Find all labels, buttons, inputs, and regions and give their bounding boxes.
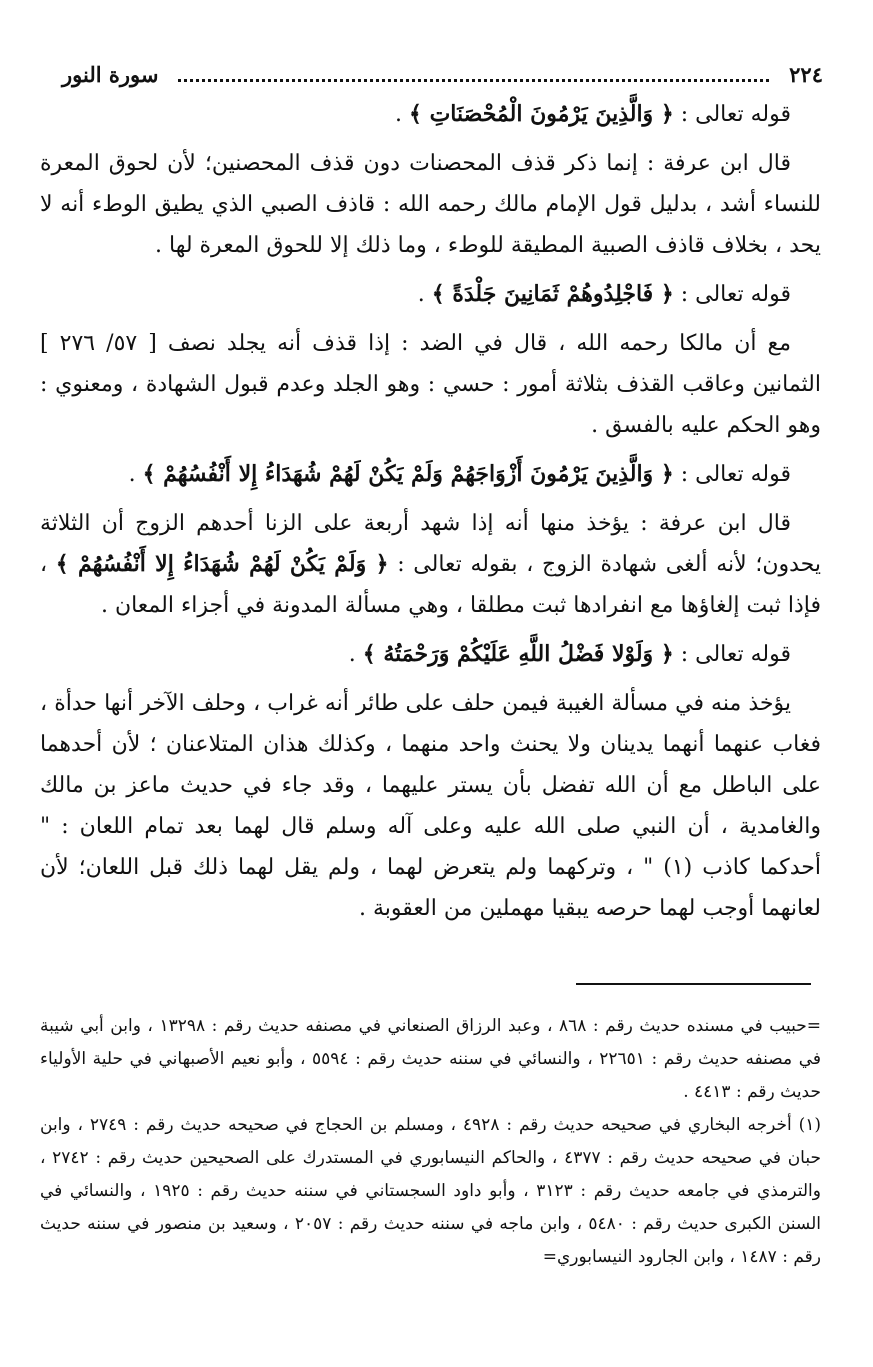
running-header: [62, 56, 823, 92]
verse-end: .: [348, 642, 356, 667]
commentary-paragraph: [40, 503, 821, 626]
quran-quote: ﴿ وَلَوْلا فَضْلُ اللَّهِ عَلَيْكُمْ وَرَحْمَتُهُ ﴾: [362, 641, 674, 667]
verse-lead: قوله تعالى :: [680, 642, 791, 667]
footnote: (١) أخرجه البخاري في صحيحه حديث رقم : ٤٩٢٨ ، ومسلم بن الحجاج في صحيحه حديث رقم : ٢٧٤٩ ، وابن حبان في صحيحه حديث رقم : ٤٣٧٧ ، والحاكم النيسابوري في المستدرك على الصحيحين حديث رقم : ٢٧٤٢ ، والترمذي في جامعه حديث رقم : ٣١٢٣ ، وأبو داود السجستاني في سننه حديث رقم : ١٩٢٥ ، والنسائي في السنن الكبرى حديث رقم : ٥٤٨٠ ، وابن ماجه في سننه حديث رقم : ٢٠٥٧ ، وسعيد بن منصور في سننه حديث رقم : ١٤٨٧ ، وابن الجارود النيسابوري=: [40, 1115, 822, 1267]
commentary-text: قال ابن عرفة : يؤخذ منها أنه إذا شهد أربعة على الزنا أحدهم الزوج أن الثلاثة يحدون؛ لأنه ألغى شهادة الزوج ، بقوله تعالى :: [40, 511, 821, 577]
verse-heading: [40, 634, 821, 675]
header-dotted-leader: [178, 79, 769, 82]
verse-heading: [40, 94, 821, 135]
verse-heading: [40, 454, 821, 495]
commentary-paragraph: مع أن مالكا رحمه الله ، قال في الضد : إذا قذف أنه يجلد نصف [ ٥٧/ ٢٧٦ ] الثمانين وعاقب القذف بثلاثة أمور : حسي : وهو الجلد وعدم قبول الشهادة ، ومعنوي : وهو الحكم عليه بالفسق .: [40, 331, 821, 438]
verse-lead: قوله تعالى :: [680, 102, 791, 127]
footnote-separator: [576, 983, 811, 985]
surah-title: سورة النور: [62, 61, 159, 87]
verse-end: .: [395, 102, 403, 127]
verse-end: .: [417, 282, 425, 307]
commentary-paragraph: قال ابن عرفة : إنما ذكر قذف المحصنات دون قذف المحصنين؛ لأن لحوق المعرة للنساء أشد ، بدليل قول الإمام مالك رحمه الله : قاذف الصبي الذي يطيق الوطء أنه لا يحد ، بخلاف قاذف الصبية المطيقة للوطء ، وما ذلك إلا للحوق المعرة لها .: [40, 151, 821, 258]
footnote: =حبيب في مسنده حديث رقم : ٨٦٨ ، وعبد الرزاق الصنعاني في مصنفه حديث رقم : ١٣٢٩٨ ، وابن أبي شيبة في مصنفه حديث رقم : ٢٢٦٥١ ، والنسائي في سننه حديث رقم : ٥٥٩٤ ، وأبو نعيم الأصبهاني في حلية الأولياء حديث رقم : ٤٤١٣ .: [40, 1016, 822, 1102]
quran-quote: ﴿ فَاجْلِدُوهُمْ ثَمَانِينَ جَلْدَةً ﴾: [431, 281, 674, 307]
quran-quote: ﴿ وَالَّذِينَ يَرْمُونَ الْمُحْصَنَاتِ ﴾: [409, 101, 674, 127]
verse-heading: [40, 274, 821, 315]
commentary-paragraph: يؤخذ منه في مسألة الغيبة فيمن حلف على طائر أنه غراب ، وحلف الآخر أنها حدأة ، فغاب عنهما أنهما يدينان ولا يحنث واحد منهما ، وكذلك هذان المتلاعنان ؛ لأن أحدهما على الباطل مع أن الله تفضل بأن يستر عليهما ، وقد جاء في حديث ماعز بن مالك والغامدية ، أن النبي صلى الله عليه وعلى آله وسلم قال لهما بعد تمام اللعان : " أحدكما كاذب (١) " ، وتركهما ولم يتعرض لهما ، ولم يقل لهما ذلك قبل اللعان؛ لأن لعانهما أوجب لهما حرصه يبقيا مهملين من العقوبة .: [40, 691, 821, 921]
quran-quote: ﴿ وَالَّذِينَ يَرْمُونَ أَزْوَاجَهُمْ وَلَمْ يَكُنْ لَهُمْ شُهَدَاءُ إِلا أَنْفُسُهُمْ ﴾: [142, 461, 674, 487]
verse-lead: قوله تعالى :: [680, 462, 791, 487]
main-text: [40, 94, 821, 937]
page-number: ٢٢٤: [789, 61, 823, 87]
footnotes: [40, 1010, 821, 1274]
verse-lead: قوله تعالى :: [680, 282, 791, 307]
verse-end: .: [128, 462, 136, 487]
commentary-text: ، فإذا ثبت إلغاؤها مع انفرادها ثبت مطلقا ، وهي مسألة المدونة في أجزاء المعان .: [40, 552, 821, 618]
quran-quote: ﴿ وَلَمْ يَكُنْ لَهُمْ شُهَدَاءُ إِلا أَنْفُسُهُمْ ﴾: [55, 551, 389, 577]
